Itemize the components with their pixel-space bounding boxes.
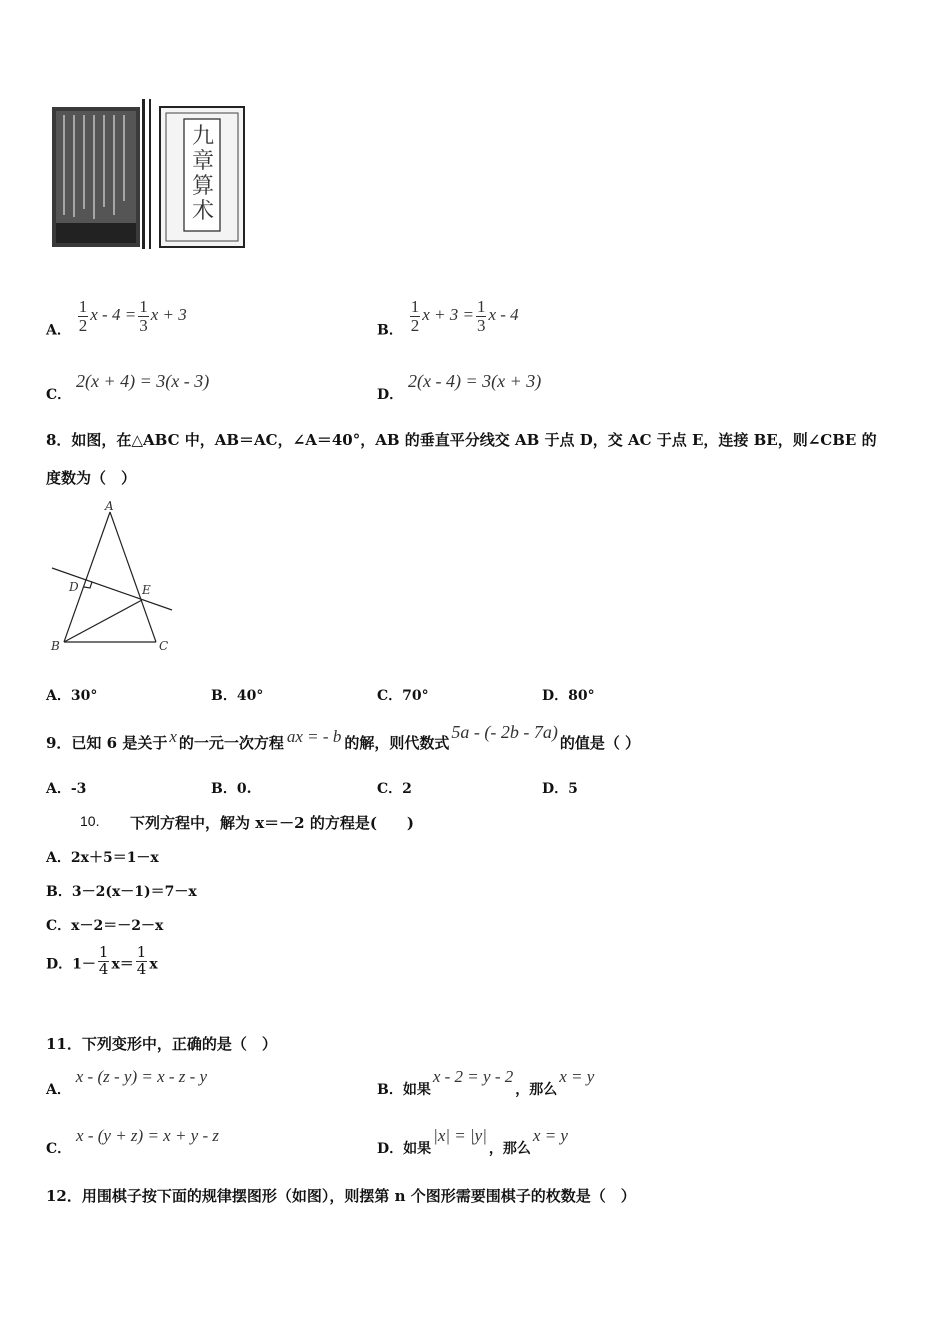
q11-option-d-expr: |x| = |y| [433,1126,487,1145]
side-ab [64,512,110,642]
q11-option-d-concl: x = y [532,1126,568,1145]
q10-option-b: B．3－2(x－1)＝7－x [46,884,197,900]
q10-option-c: C．x－2＝－2－x [46,918,164,934]
q8-option-a: A．30° [46,688,98,704]
q8-option-c: C．70° [377,688,429,704]
q7-option-b-expr: $\frac{1}{2}$ x + 3 = $\frac{1}{3}$ x - 4 [410,297,519,335]
q11-option-b: B．如果x - 2 = y - 2，那么x = y [377,1067,595,1098]
q8-triangle-figure [48,498,178,656]
q11-option-b-expr: x - 2 = y - 2 [432,1067,514,1086]
q10-stem: 下列方程中，解为 x＝－2 的方程是( ) [130,814,415,832]
q9-option-c: C．2 [377,781,412,797]
label-a: A [105,499,114,513]
label-c: C [159,639,169,653]
label-e: E [142,583,151,597]
side-ac [110,512,156,642]
q7-option-a: A． $\frac{1}{2}$ x - 4 = $\frac{1}{3}$ x + 3 [46,297,187,339]
q8-stem-line2: 度数为（ ） [46,469,137,487]
q8-option-b: B．40° [211,688,264,704]
q9-option-a: A．-3 [46,781,87,797]
q7-option-c-expr: 2(x + 4) = 3(x - 3) [76,371,210,391]
q11-option-c: C． x - (y + z) = x + y - z [46,1126,220,1157]
q11-option-a: A． x - (z - y) = x - z - y [46,1067,208,1098]
q7-option-a-expr: $\frac{1}{2}$ x - 4 = $\frac{1}{3}$ x + 3 [78,297,187,335]
q11-option-d: D．如果|x| = |y|，那么x = y [377,1126,568,1157]
q11-option-b-concl: x = y [559,1067,595,1086]
q12-stem: 12．用围棋子按下面的规律摆图形（如图），则摆第 n 个图形需要围棋子的枚数是（ ） [46,1187,636,1205]
q9-option-b: B．0. [211,781,252,797]
q8-stem-line1: 8．如图，在△ABC 中，AB＝AC，∠A＝40°，AB 的垂直平分线交 AB 于点 D，交 AC 于点 E，连接 BE，则∠CBE 的 [46,431,877,449]
q10-number: 10. [80,813,100,829]
book-cover-title: 九章算术 [191,124,214,224]
q9-option-d: D．5 [542,781,578,797]
q8-option-d: D．80° [542,688,595,704]
q11-stem: 11．下列变形中，正确的是（ ） [46,1035,277,1053]
label-b: B [51,639,60,653]
q7-option-d-expr: 2(x - 4) = 3(x + 3) [408,371,542,391]
q9-expression: 5a - (- 2b - 7a) [451,722,558,742]
q9-var-x: x [169,727,177,746]
label-d: D [69,580,79,594]
q7-option-c: C． 2(x + 4) = 3(x - 3) [46,371,210,403]
book-illustration [50,97,246,253]
q11-option-a-expr: x - (z - y) = x - z - y [75,1067,208,1086]
q11-option-c-expr: x - (y + z) = x + y - z [76,1126,220,1145]
q9-equation: ax = - b [286,727,342,746]
q10-option-a: A．2x＋5＝1－x [46,850,159,866]
q9-stem: 9．已知 6 是关于 x 的一元一次方程 ax = - b 的解，则代数式5a - (- 2b - 7a)的值是（ ） [46,722,641,752]
q7-option-b: B． $\frac{1}{2}$ x + 3 = $\frac{1}{3}$ x - 4 [377,297,519,339]
q7-option-d: D． 2(x - 4) = 3(x + 3) [377,371,542,403]
q10-option-d: D．1－ $\frac{1}{4}$ x＝ $\frac{1}{4}$ x [46,943,158,978]
segment-be [64,600,142,642]
triangle-abc-svg [48,498,178,656]
